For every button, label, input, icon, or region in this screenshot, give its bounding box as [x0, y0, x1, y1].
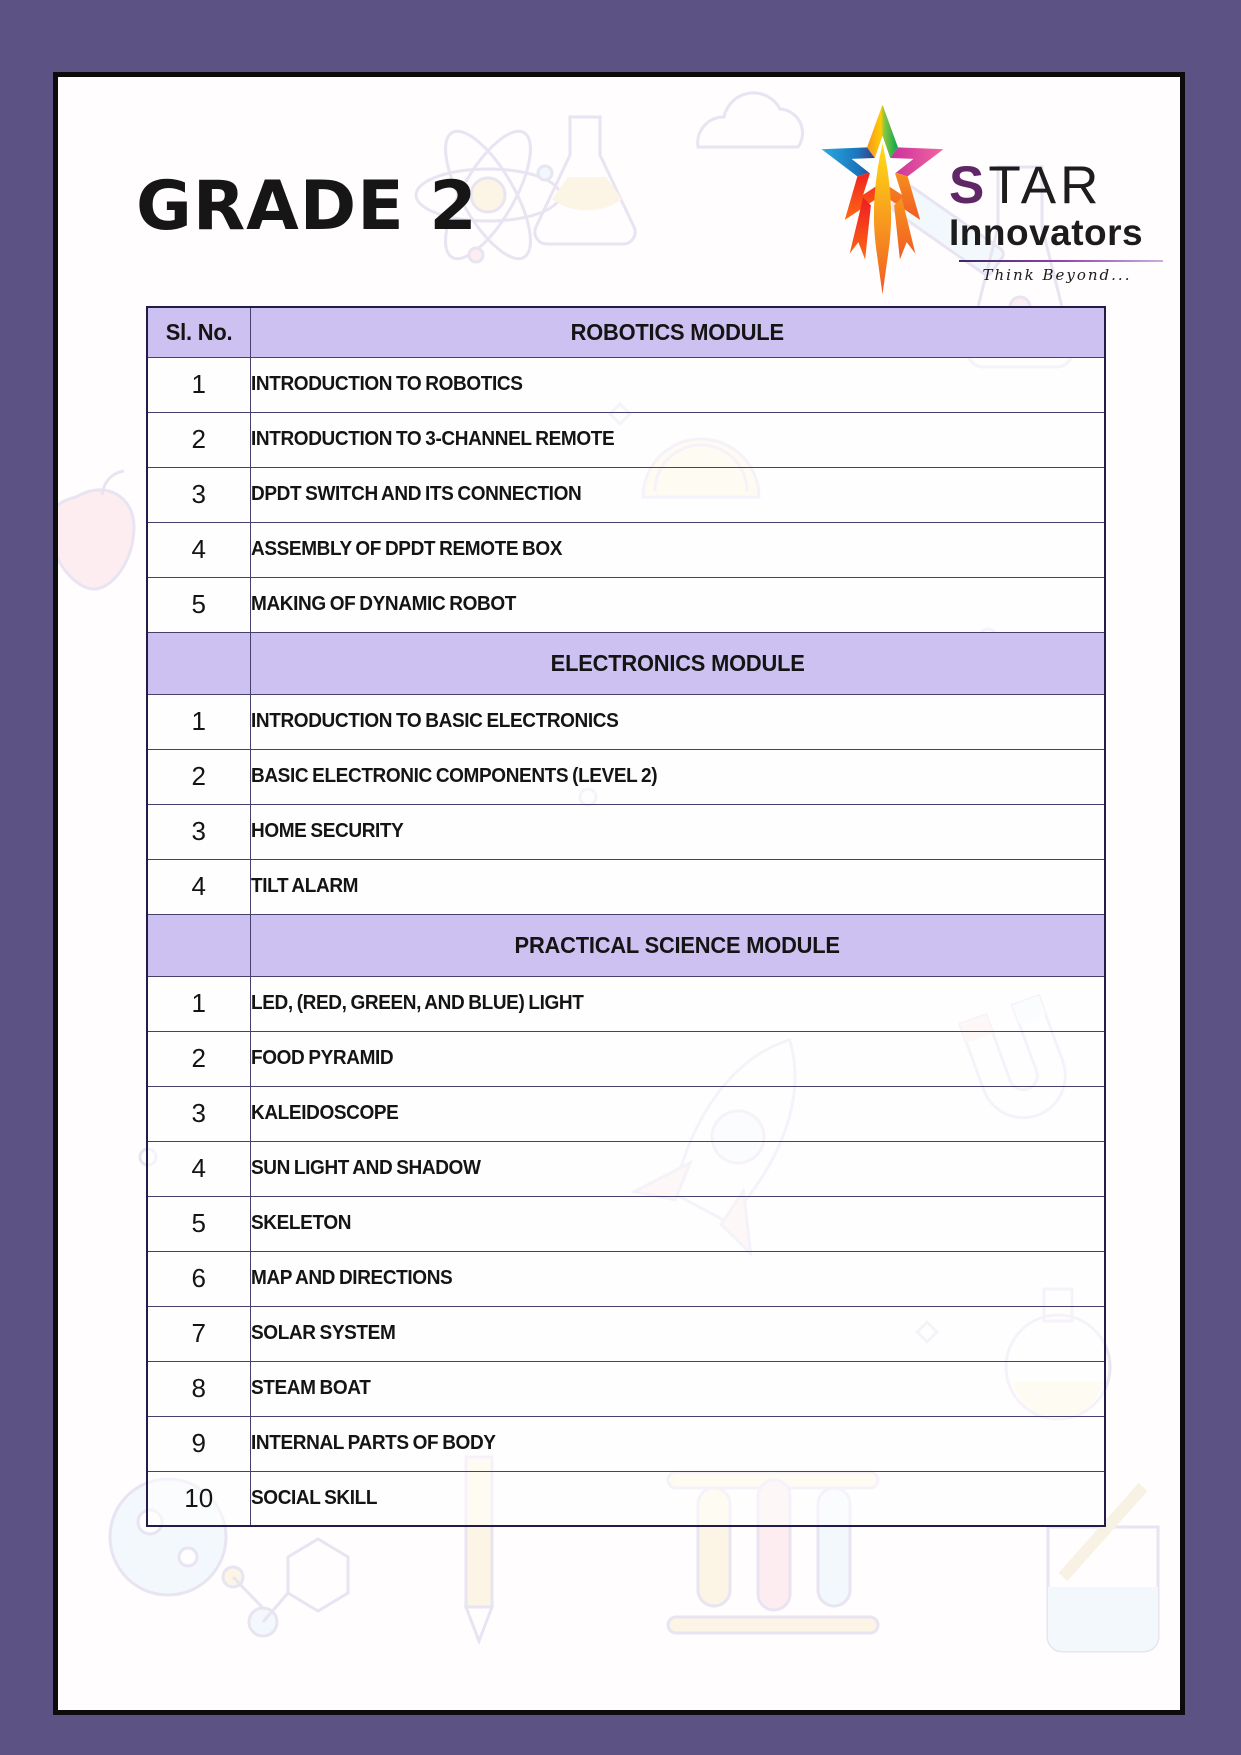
module-row	[147, 859, 1105, 914]
section-header-row	[147, 914, 1105, 976]
module-serial-number: 3	[147, 804, 250, 859]
section-title	[250, 632, 1105, 694]
module-title-label: INTRODUCTION TO BASIC ELECTRONICS	[250, 710, 618, 732]
module-serial-number: 2	[147, 1031, 250, 1086]
section-title-label: ELECTRONICS MODULE	[550, 649, 805, 676]
module-title-label: FOOD PYRAMID	[250, 1047, 393, 1069]
module-title	[250, 1306, 1105, 1361]
module-serial-number: 2	[147, 412, 250, 467]
page-title: GRADE 2	[136, 167, 478, 246]
module-title	[250, 859, 1105, 914]
module-serial-number: 1	[147, 357, 250, 412]
brand-subname: Innovators	[949, 212, 1144, 253]
module-serial-number: 10	[147, 1471, 250, 1526]
module-serial-number: 4	[147, 522, 250, 577]
section-title-label: ROBOTICS MODULE	[570, 318, 784, 345]
module-row	[147, 1086, 1105, 1141]
section-header-row	[147, 632, 1105, 694]
module-row	[147, 1306, 1105, 1361]
module-title	[250, 1471, 1105, 1526]
module-row	[147, 357, 1105, 412]
molecule-icon	[223, 1539, 348, 1636]
module-title	[250, 804, 1105, 859]
module-serial-number: 1	[147, 694, 250, 749]
apple-icon	[58, 471, 134, 589]
logo-text	[949, 93, 1165, 284]
modules-table	[146, 306, 1106, 1527]
section-header-empty-cell	[147, 914, 250, 976]
module-serial-number: 2	[147, 749, 250, 804]
brand-tagline: Think Beyond...	[982, 265, 1132, 284]
module-serial-number: 8	[147, 1361, 250, 1416]
module-serial-number: 1	[147, 976, 250, 1031]
module-row	[147, 1471, 1105, 1526]
module-title	[250, 357, 1105, 412]
module-title	[250, 522, 1105, 577]
module-serial-number: 3	[147, 1086, 250, 1141]
module-title-label: SKELETON	[250, 1212, 351, 1234]
module-row	[147, 467, 1105, 522]
module-serial-number: 7	[147, 1306, 250, 1361]
section-title	[250, 914, 1105, 976]
sl-no-header-label: Sl. No.	[165, 318, 233, 345]
module-title	[250, 1141, 1105, 1196]
module-row	[147, 1251, 1105, 1306]
module-title	[250, 694, 1105, 749]
module-title-label: DPDT SWITCH AND ITS CONNECTION	[250, 483, 581, 505]
erlenmeyer-flask-icon	[535, 117, 635, 244]
module-title	[250, 1361, 1105, 1416]
module-row	[147, 694, 1105, 749]
table-header-row	[147, 307, 1105, 357]
module-serial-number: 4	[147, 859, 250, 914]
module-title-label: BASIC ELECTRONIC COMPONENTS (LEVEL 2)	[250, 765, 657, 787]
module-title-label: ASSEMBLY OF DPDT REMOTE BOX	[250, 538, 562, 560]
module-row	[147, 522, 1105, 577]
module-title-label: STEAM BOAT	[250, 1377, 370, 1399]
brand-letters-tar: TAR	[988, 156, 1103, 215]
module-title-label: MAKING OF DYNAMIC ROBOT	[250, 593, 516, 615]
module-title	[250, 749, 1105, 804]
module-row	[147, 412, 1105, 467]
module-table-body	[147, 307, 1105, 1526]
module-row	[147, 1141, 1105, 1196]
module-title	[250, 1251, 1105, 1306]
module-title	[250, 467, 1105, 522]
module-title-label: SOCIAL SKILL	[250, 1486, 377, 1509]
sl-no-header	[147, 307, 250, 357]
module-title	[250, 1196, 1105, 1251]
module-row	[147, 1416, 1105, 1471]
cloud-icon	[698, 93, 803, 147]
module-title-label: TILT ALARM	[250, 875, 358, 897]
module-row	[147, 1361, 1105, 1416]
module-title-label: LED, (RED, GREEN, AND BLUE) LIGHT	[250, 992, 583, 1014]
module-row	[147, 1196, 1105, 1251]
section-title-robotics	[250, 307, 1105, 357]
module-title	[250, 1031, 1105, 1086]
module-title	[250, 976, 1105, 1031]
page	[53, 72, 1185, 1715]
logo-divider-line	[959, 260, 1163, 262]
module-serial-number: 4	[147, 1141, 250, 1196]
brand-letter-s: S	[949, 156, 989, 215]
brand-name	[949, 156, 1165, 215]
module-row	[147, 1031, 1105, 1086]
module-title-label: SUN LIGHT AND SHADOW	[250, 1157, 481, 1179]
module-title-label: KALEIDOSCOPE	[250, 1102, 398, 1124]
module-title-label: MAP AND DIRECTIONS	[250, 1267, 452, 1289]
module-serial-number: 5	[147, 1196, 250, 1251]
module-title	[250, 1416, 1105, 1471]
module-title-label: INTRODUCTION TO ROBOTICS	[250, 373, 523, 395]
logo	[810, 93, 1165, 308]
module-serial-number: 6	[147, 1251, 250, 1306]
module-title-label: HOME SECURITY	[250, 820, 403, 842]
module-title-label: INTRODUCTION TO 3-CHANNEL REMOTE	[250, 428, 614, 450]
module-row	[147, 976, 1105, 1031]
module-title	[250, 577, 1105, 632]
module-title-label: INTERNAL PARTS OF BODY	[250, 1432, 496, 1454]
module-title	[250, 1086, 1105, 1141]
star-logo-icon	[810, 93, 955, 308]
module-row	[147, 577, 1105, 632]
module-row	[147, 749, 1105, 804]
module-serial-number: 5	[147, 577, 250, 632]
module-row	[147, 804, 1105, 859]
section-header-empty-cell	[147, 632, 250, 694]
module-serial-number: 9	[147, 1416, 250, 1471]
module-title	[250, 412, 1105, 467]
module-serial-number: 3	[147, 467, 250, 522]
section-title-label: PRACTICAL SCIENCE MODULE	[514, 931, 840, 958]
module-title-label: SOLAR SYSTEM	[250, 1322, 395, 1344]
